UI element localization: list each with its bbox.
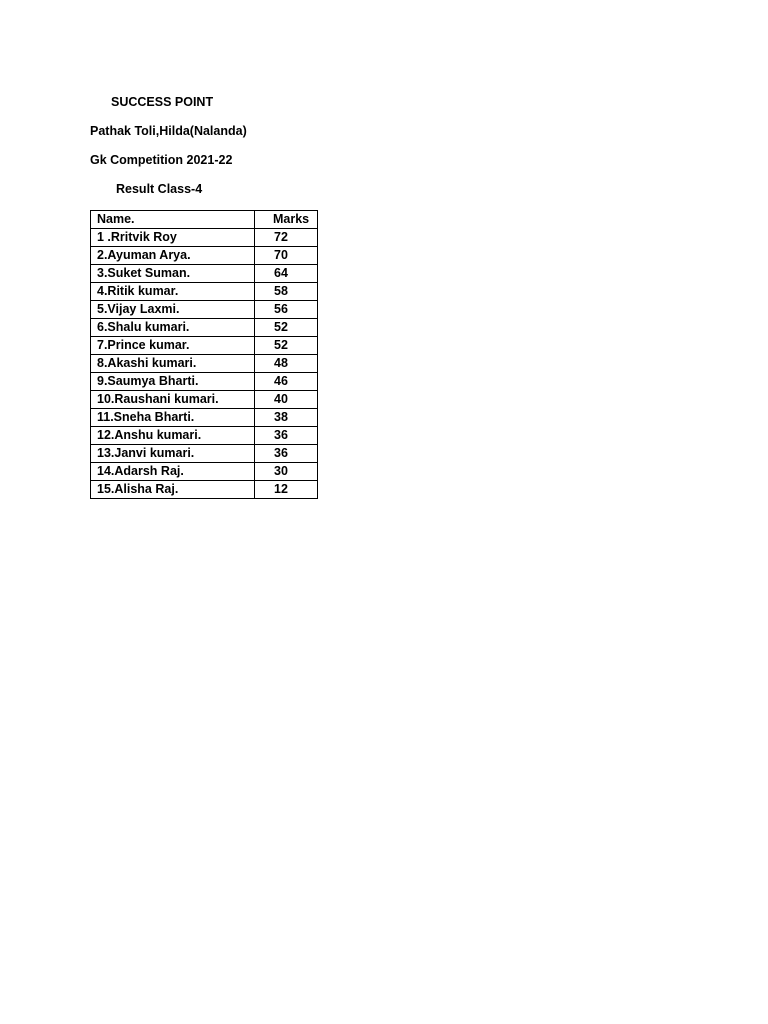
- result-class-heading: Result Class-4: [116, 182, 203, 196]
- results-table: [90, 210, 318, 499]
- student-marks-cell: 72: [255, 229, 318, 247]
- student-marks-cell: 36: [255, 445, 318, 463]
- table-row: [91, 373, 318, 391]
- student-name-cell: 7.Prince kumar.: [91, 337, 255, 355]
- student-name-cell: 3.Suket Suman.: [91, 265, 255, 283]
- table-row: [91, 229, 318, 247]
- institute-name: SUCCESS POINT: [111, 95, 214, 109]
- results-table-body: [91, 211, 318, 499]
- student-marks-cell: 70: [255, 247, 318, 265]
- table-row: [91, 337, 318, 355]
- student-name-cell: 8.Akashi kumari.: [91, 355, 255, 373]
- table-row: [91, 463, 318, 481]
- competition-title: Gk Competition 2021-22: [90, 153, 233, 167]
- student-name-cell: 1 .Rritvik Roy: [91, 229, 255, 247]
- table-row: [91, 301, 318, 319]
- table-row: [91, 409, 318, 427]
- student-marks-cell: 52: [255, 319, 318, 337]
- table-row: [91, 391, 318, 409]
- student-marks-cell: 48: [255, 355, 318, 373]
- student-name-cell: 4.Ritik kumar.: [91, 283, 255, 301]
- student-marks-cell: 36: [255, 427, 318, 445]
- student-marks-cell: 30: [255, 463, 318, 481]
- table-row: [91, 355, 318, 373]
- table-row: [91, 427, 318, 445]
- table-row: [91, 319, 318, 337]
- student-marks-cell: 52: [255, 337, 318, 355]
- table-row: [91, 265, 318, 283]
- student-name-cell: 11.Sneha Bharti.: [91, 409, 255, 427]
- student-name-cell: 10.Raushani kumari.: [91, 391, 255, 409]
- column-header-marks: Marks: [255, 211, 318, 229]
- table-row: [91, 247, 318, 265]
- table-row: [91, 481, 318, 499]
- student-marks-cell: 46: [255, 373, 318, 391]
- student-marks-cell: 64: [255, 265, 318, 283]
- student-marks-cell: 12: [255, 481, 318, 499]
- student-name-cell: 2.Ayuman Arya.: [91, 247, 255, 265]
- student-name-cell: 12.Anshu kumari.: [91, 427, 255, 445]
- student-marks-cell: 40: [255, 391, 318, 409]
- student-name-cell: 15.Alisha Raj.: [91, 481, 255, 499]
- student-name-cell: 9.Saumya Bharti.: [91, 373, 255, 391]
- table-row: [91, 283, 318, 301]
- student-name-cell: 5.Vijay Laxmi.: [91, 301, 255, 319]
- table-header-row: [91, 211, 318, 229]
- student-name-cell: 14.Adarsh Raj.: [91, 463, 255, 481]
- student-name-cell: 13.Janvi kumari.: [91, 445, 255, 463]
- institute-address: Pathak Toli,Hilda(Nalanda): [90, 124, 247, 138]
- student-name-cell: 6.Shalu kumari.: [91, 319, 255, 337]
- student-marks-cell: 58: [255, 283, 318, 301]
- student-marks-cell: 56: [255, 301, 318, 319]
- table-row: [91, 445, 318, 463]
- column-header-name: Name.: [91, 211, 255, 229]
- student-marks-cell: 38: [255, 409, 318, 427]
